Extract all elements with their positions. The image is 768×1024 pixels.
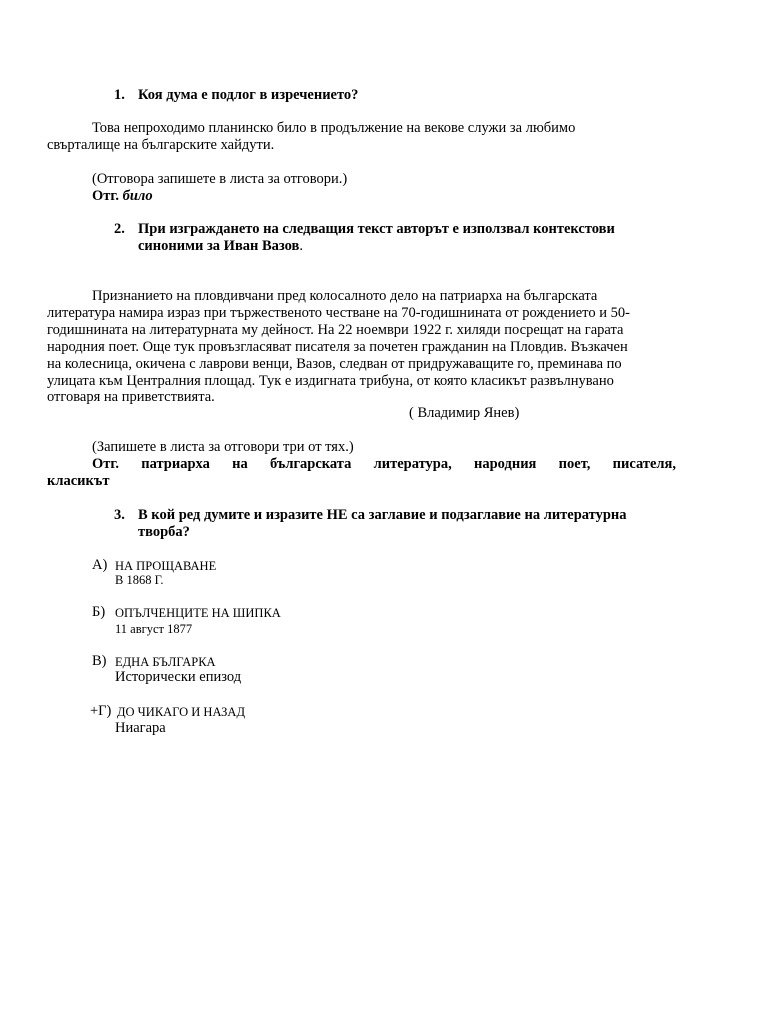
- q2-passage-line-3: годишнината на литературната му дейност. На 22 ноември 1922 г. хиляди посрещат на гарата: [47, 322, 624, 338]
- option-a-label: А): [92, 557, 108, 573]
- option-a-title: НА ПРОЩАВАНЕ: [115, 559, 217, 573]
- q1-instruction: (Отговора запишете в листа за отговори.): [92, 171, 348, 187]
- question-2-heading: [114, 221, 674, 255]
- question-3-text-line-1: В кой ред думите и изразите НЕ са заглавие и подзаглавие на литературна: [138, 507, 627, 523]
- option-c-subtitle: Исторически епизод: [115, 669, 242, 685]
- q1-answer: [92, 188, 153, 205]
- q2-passage-line-6: улицата към Централния площад. Тук е издигната трибуна, от която класикът развълнувано: [47, 373, 614, 389]
- q2-passage-line-1: Признанието на пловдивчани пред колосалното дело на патриарха на българската: [92, 288, 598, 304]
- q2-passage-line-5: на колесница, окичена с лаврови венци, Вазов, следван от придружаващите го, преминава по: [47, 356, 622, 372]
- question-1-heading: [114, 87, 674, 104]
- q1-text-line-1: Това непроходимо планинско било в продължение на векове служи за любимо: [92, 120, 576, 136]
- option-a-subtitle: В 1868 Г.: [115, 573, 164, 587]
- question-2-text-line-1: При изграждането на следващия текст авторът е използвал контекстови: [138, 221, 615, 237]
- q1-answer-value: било: [122, 188, 153, 204]
- question-3-heading: [114, 507, 674, 541]
- option-c-label: В): [92, 653, 107, 669]
- question-3-number: 3.: [114, 507, 125, 523]
- question-1-text: Коя дума е подлог в изречението?: [138, 87, 359, 103]
- q1-text-line-2: свърталище на българските хайдути.: [47, 137, 275, 153]
- question-1-number: 1.: [114, 87, 125, 103]
- question-2-number: 2.: [114, 221, 125, 237]
- q2-passage-line-7: отговаря на приветствията.: [47, 389, 215, 405]
- q2-answer-line-1: Отг. патриарха на българската литература, народния поет, писателя,: [92, 456, 676, 472]
- question-3-text-line-2: творба?: [138, 524, 190, 540]
- option-c-title: ЕДНА БЪЛГАРКА: [115, 655, 216, 669]
- q2-instruction: (Запишете в листа за отговори три от тях.): [92, 439, 354, 455]
- option-b-subtitle: 11 август 1877: [115, 622, 193, 636]
- option-b-label: Б): [92, 604, 106, 620]
- q2-passage-line-4: народния поет. Още тук провъзгласяват писателя за почетен гражданин на Пловдив. Възкачен: [47, 339, 628, 355]
- option-d-label: +Г): [90, 703, 112, 719]
- option-b-title: ОПЪЛЧЕНЦИТЕ НА ШИПКА: [115, 606, 281, 620]
- option-d-subtitle: Ниагара: [115, 720, 166, 736]
- q2-answer-line-2: класикът: [47, 473, 110, 489]
- option-d-title: ДО ЧИКАГО И НАЗАД: [117, 705, 245, 719]
- question-2-text-line-2: [138, 238, 303, 255]
- question-2-line-2-bold: синоними за Иван Вазов: [138, 238, 300, 254]
- question-2-period: .: [299, 238, 304, 254]
- q1-answer-label: Отг.: [92, 188, 119, 204]
- q2-passage-line-2: литература намира израз при тържественото честване на 70-годишнината от рождението и 50-: [47, 305, 630, 321]
- q2-author: ( Владимир Янев): [409, 405, 520, 421]
